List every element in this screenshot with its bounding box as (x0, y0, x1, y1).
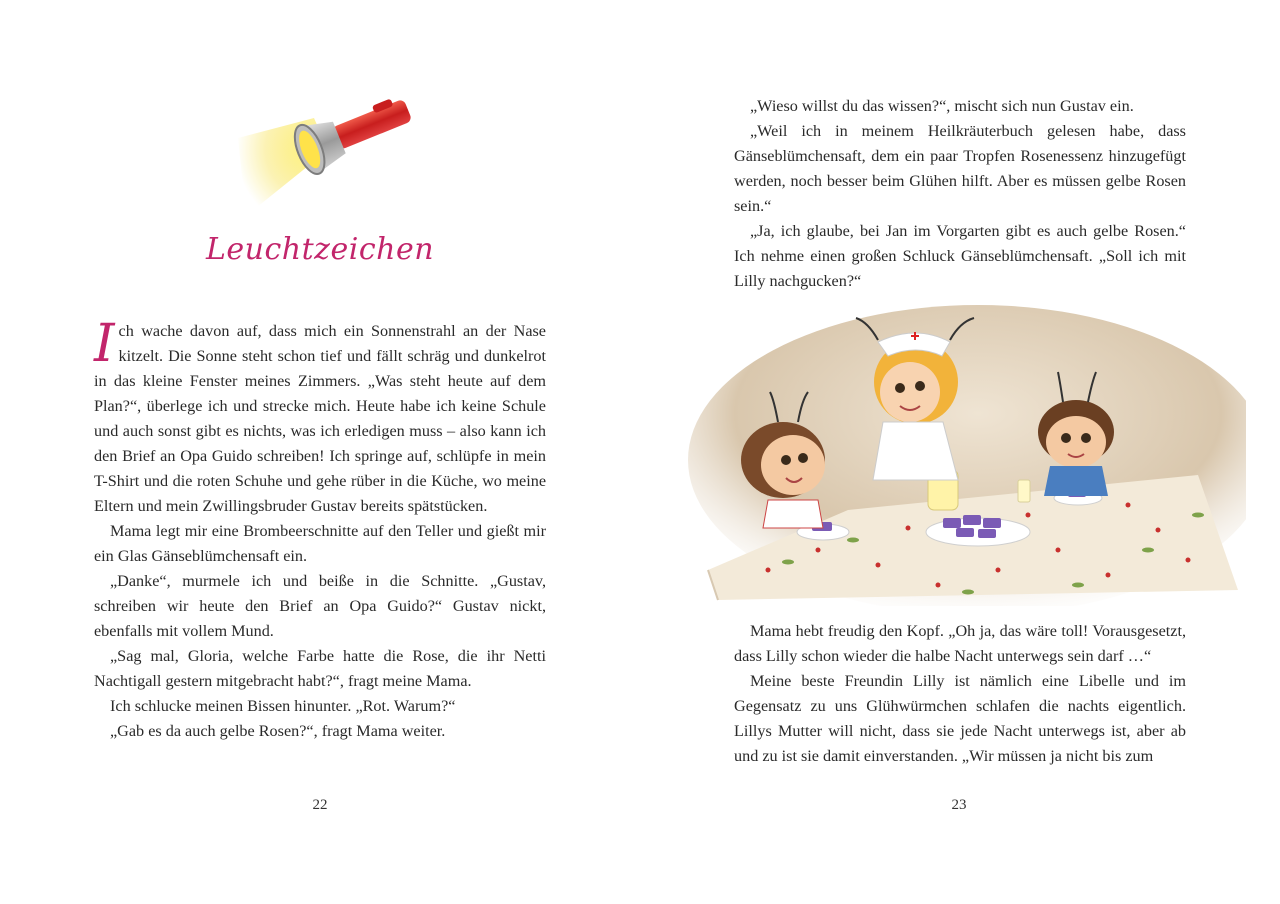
right-page-bottom-text (734, 619, 1186, 769)
breakfast-illustration (678, 300, 1246, 606)
paragraph: Mama hebt freudig den Kopf. „Oh ja, das wäre toll! Vorausgesetzt, dass Lilly schon wieder die halbe Nacht unterwegs sein darf …“ (734, 622, 1186, 665)
page-number: 23 (951, 797, 967, 813)
right-page-top-text (734, 94, 1186, 294)
paragraph: Meine beste Freundin Lilly ist nämlich eine Libelle und im Gegensatz zu uns Glühwürmchen schlafen die nachts eigentlich. Lillys Mutter will nicht, dass sie jede Nacht unterwegs ist, aber ab und zu ist sie damit einverstanden. „Wir müssen ja nicht bis zum (734, 672, 1186, 765)
drop-cap: I (94, 314, 115, 374)
paragraph: Ich schlucke meinen Bissen hinunter. „Rot. Warum?“ (110, 697, 456, 715)
paragraph: „Weil ich in meinem Heilkräuterbuch gelesen habe, dass Gänseblümchensaft, dem ein paar Tropfen Rosenessenz hinzugefügt werden, noch besser beim Glühen hilft. Aber es müssen gelbe Rosen sein.“ (734, 122, 1186, 215)
paragraph: Mama legt mir eine Brombeerschnitte auf den Teller und gießt mir ein Glas Gänseblümchensaft ein. (94, 522, 546, 565)
chapter-title: Leuchtzeichen (205, 232, 435, 267)
page-number: 22 (312, 797, 328, 813)
paragraph: „Wieso willst du das wissen?“, mischt sich nun Gustav ein. (750, 97, 1134, 115)
first-paragraph-text: ch wache davon auf, dass mich ein Sonnenstrahl an der Nase kitzelt. Die Sonne steht schon tief und fällt schräg und dunkelrot in das kleine Fenster meines Zimmers. „Was steht heute auf dem Plan?“, überlege ich und strecke mich. Heute habe ich keine Schule und auch sonst gibt es nichts, was ich erledigen muss – also kann ich den Brief an Opa Guido schreiben! Ich springe auf, schlüpfe in mein T-Shirt und die roten Schuhe und gehe rüber in die Küche, wo meine Eltern und mein Zwillingsbruder Gustav bereits spätstücken. (94, 322, 546, 515)
paragraph: „Danke“, murmele ich und beiße in die Schnitte. „Gustav, schreiben wir heute den Brief an Opa Guido?“ Gustav nickt, ebenfalls mit vollem Mund. (94, 572, 546, 640)
paragraph: „Gab es da auch gelbe Rosen?“, fragt Mama weiter. (110, 722, 446, 740)
left-page-text (94, 314, 546, 744)
paragraph: „Ja, ich glaube, bei Jan im Vorgarten gibt es auch gelbe Rosen.“ Ich nehme einen großen Schluck Gänseblümchensaft. „Soll ich mit Lilly nachgucken?“ (734, 222, 1186, 290)
first-paragraph (94, 314, 546, 519)
right-page (640, 0, 1280, 904)
flashlight-icon (236, 88, 420, 220)
paragraph: „Sag mal, Gloria, welche Farbe hatte die Rose, die ihr Netti Nachtigall gestern mitgebracht habt?“, fragt meine Mama. (94, 647, 546, 690)
